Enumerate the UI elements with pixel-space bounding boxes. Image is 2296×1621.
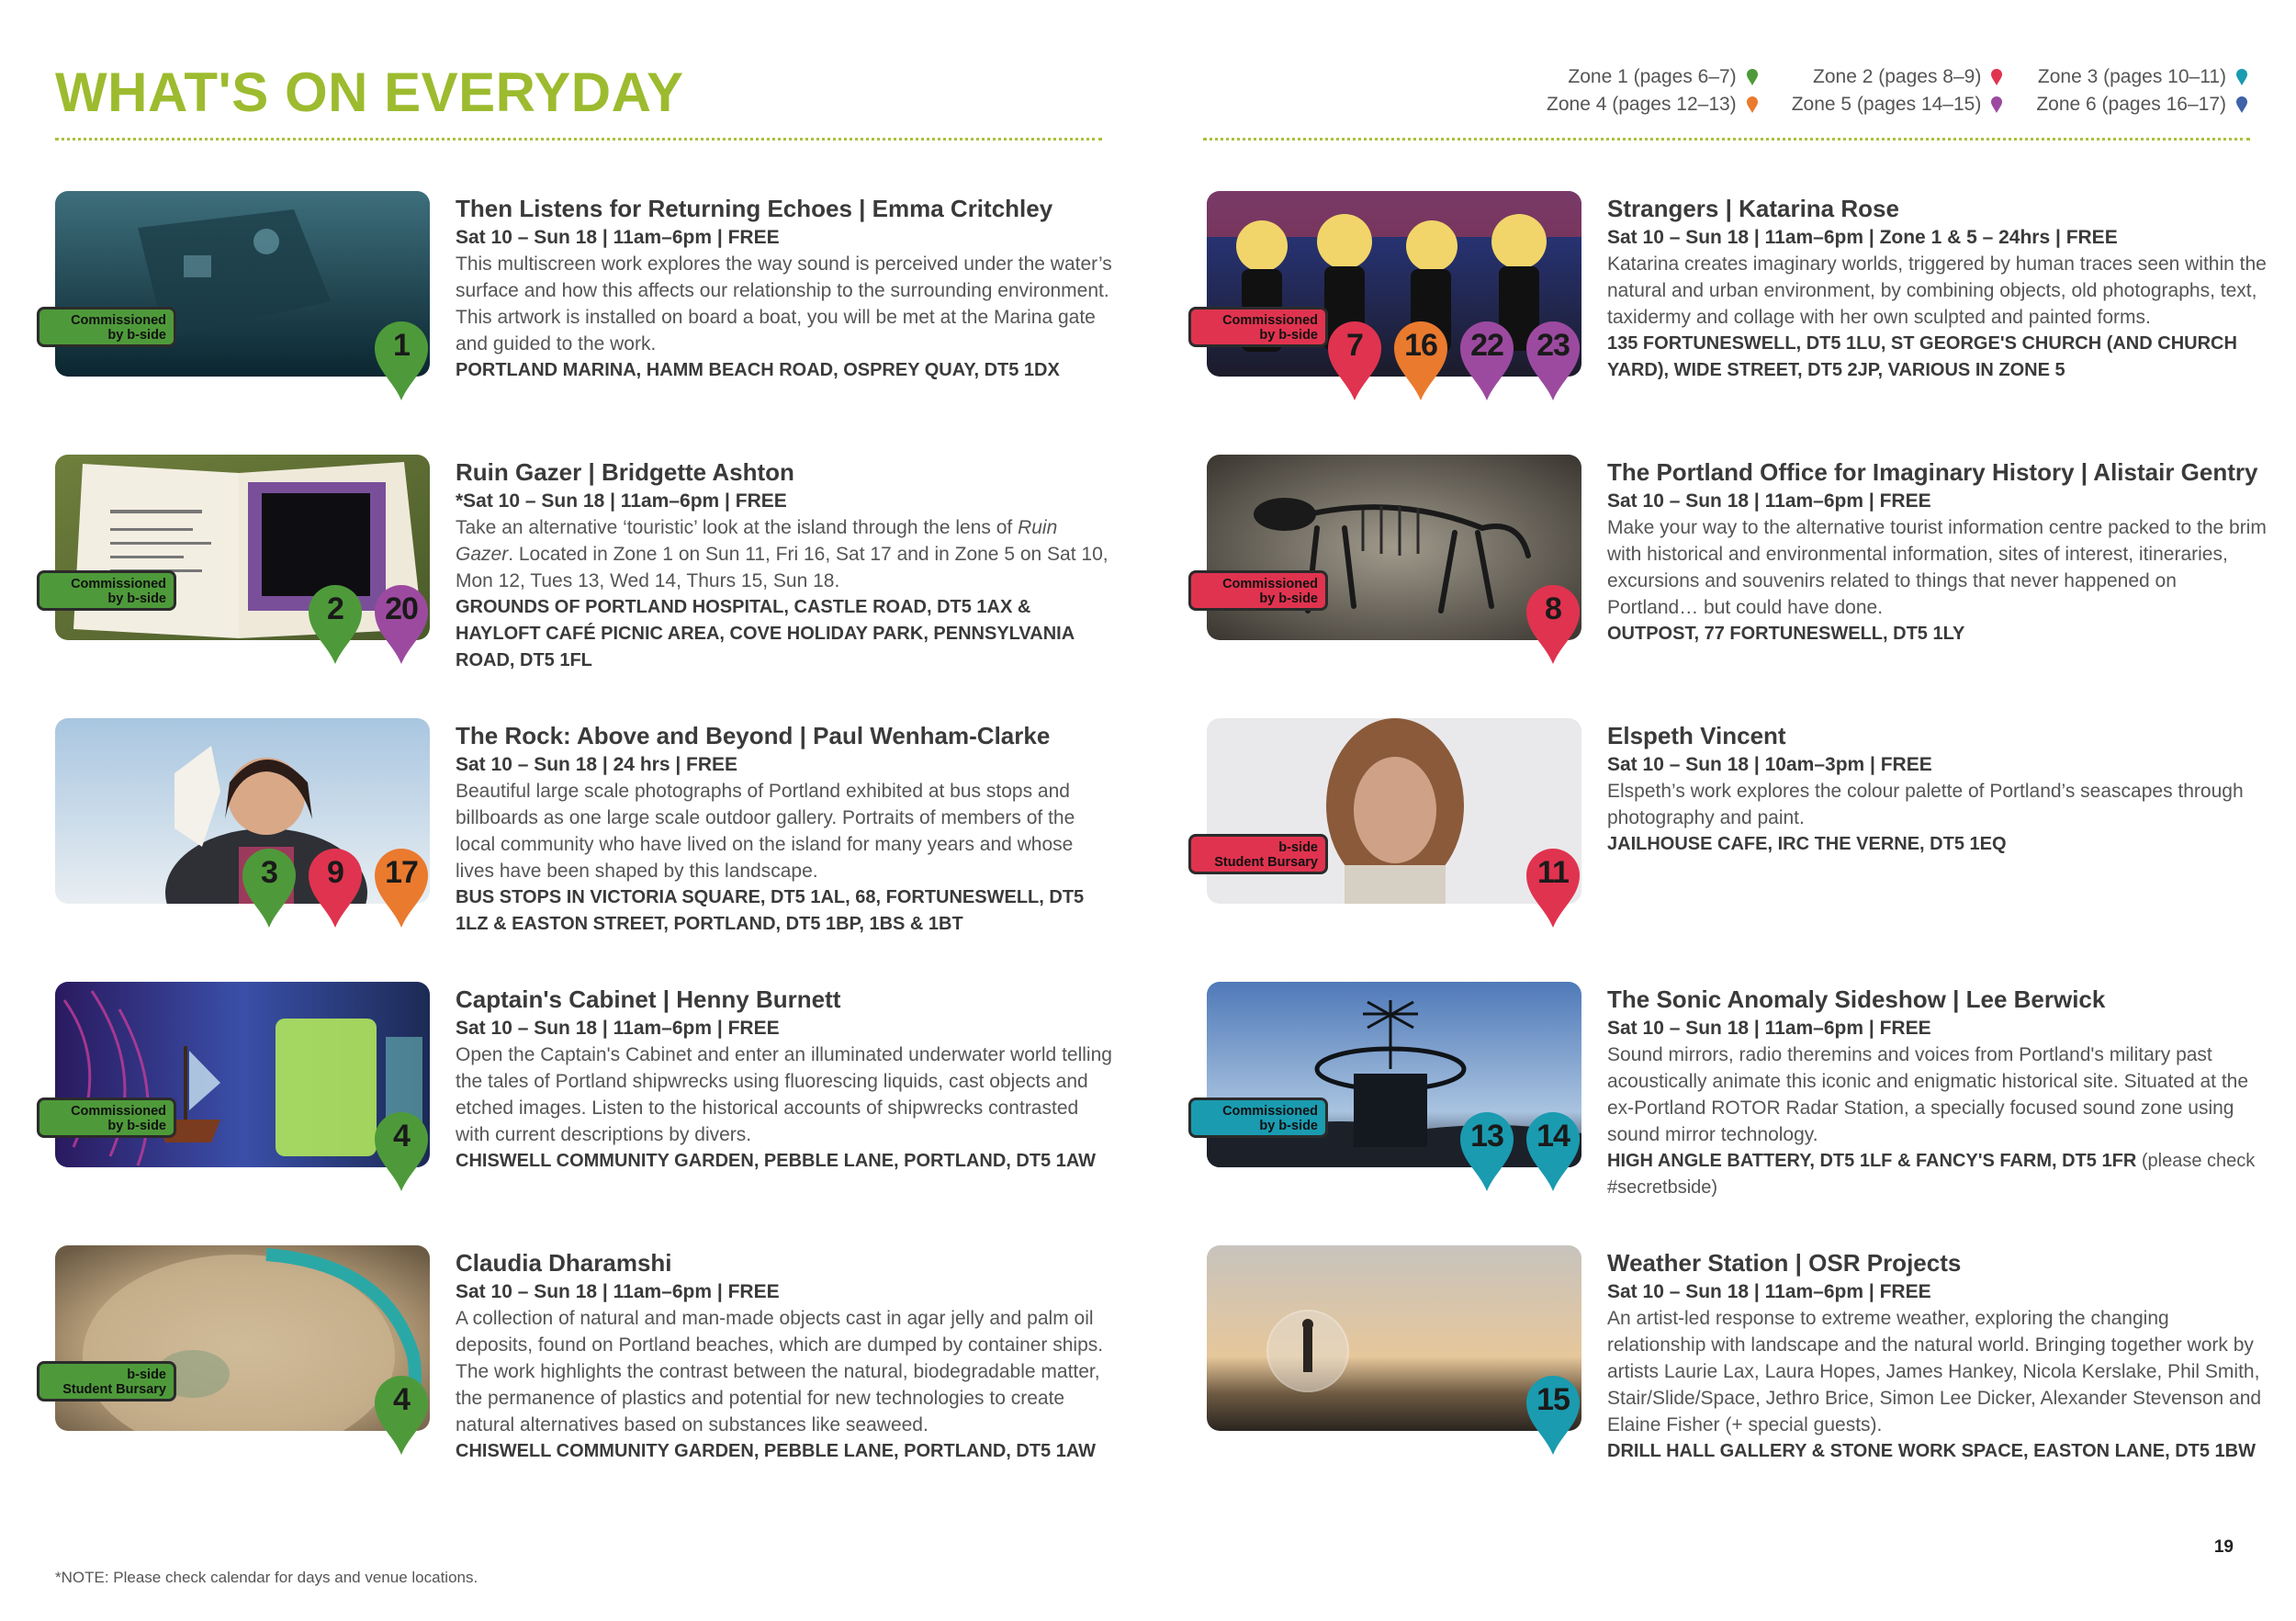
zone-legend-item: Zone 2 (pages 8–9) [1792, 64, 2004, 90]
map-pin-marker: 11 [1525, 847, 1581, 929]
event-time: Sat 10 – Sun 18 | 11am–6pm | FREE [456, 1281, 780, 1302]
event-location: OUTPOST, 77 FORTUNESWELL, DT5 1LY [1607, 624, 1965, 644]
map-pin-icon [2235, 68, 2248, 86]
event-time: Sat 10 – Sun 18 | 10am–3pm | FREE [1607, 754, 1932, 775]
event-location: DRILL HALL GALLERY & STONE WORK SPACE, EASTON LANE, DT5 1BW [1607, 1441, 2256, 1461]
event-location: GROUNDS OF PORTLAND HOSPITAL, CASTLE ROAD, DT5 1AX & HAYLOFT CAFÉ PICNIC AREA, COVE HOLIDAY PARK, PENNSYLVANIA ROAD, DT5 1FL [456, 597, 1075, 670]
event-time: Sat 10 – Sun 18 | 11am–6pm | FREE [456, 227, 780, 248]
map-pin-marker: 7 [1326, 320, 1383, 402]
map-pin-icon [1990, 68, 2003, 86]
event-description: A collection of natural and man-made objects cast in agar jelly and palm oil deposits, found on Portland beaches, which are dumped by container ships. The work highlights the contrast between the natural, biodegradable matter, the permanence of plastics and potential for new technologies to create natural alternatives based on substances like seaweed. [456, 1308, 1104, 1435]
footnote: *NOTE: Please check calendar for days and venue locations. [55, 1569, 478, 1586]
map-pin-marker: 20 [373, 583, 430, 666]
event-description: Make your way to the alternative tourist information centre packed to the brim with historical and environmental information, sites of interest, itineraries, excursions and souvenirs related to things that never happened on Portland… but could have done. [1607, 517, 2267, 618]
event-title: Claudia Dharamshi [456, 1249, 672, 1277]
event-time: Sat 10 – Sun 18 | 11am–6pm | FREE [1607, 1281, 1931, 1302]
map-pin-marker: 9 [307, 847, 364, 929]
zone-legend [1547, 64, 2248, 118]
event-details [1607, 193, 2268, 384]
event-description: Katarina creates imaginary worlds, triggered by human traces seen within the natural and urban environment, by combining objects, old photographs, text, taxidermy and collage with her own sculpted and painted forms. [1607, 253, 2267, 328]
zone-pins [373, 1110, 430, 1193]
event-time: Sat 10 – Sun 18 | 11am–6pm | FREE [456, 1018, 780, 1039]
event-title: The Portland Office for Imaginary History | Alistair Gentry [1607, 458, 2258, 486]
event-description: An artist-led response to extreme weather, exploring the changing relationship with landscape and the natural world. Bringing together work by artists Laurie Lax, Laura Hopes, James Hankey, Nicola Kerslake, Phil Smith, Stair/Slide/Space, Jethro Brice, Simon Lee Dicker, Alexander Stevenson and Elaine Fisher (+ special guests). [1607, 1308, 2262, 1435]
map-pin-marker: 8 [1525, 583, 1581, 666]
map-pin-marker: 13 [1458, 1110, 1515, 1193]
map-pin-icon [1746, 68, 1759, 86]
map-pin-marker: 23 [1525, 320, 1581, 402]
zone-pins [1326, 320, 1581, 402]
zone-pins [1525, 583, 1581, 666]
event-details [1607, 456, 2268, 647]
event-description: This multiscreen work explores the way sound is perceived under the water’s surface and how this affects our relationship to the surrounding environment. This artwork is installed on board a boat, you will be met at the Marina gate and guided to the work. [456, 253, 1112, 355]
event-time: Sat 10 – Sun 18 | 24 hrs | FREE [456, 754, 738, 775]
event-details [1607, 720, 2268, 858]
commissioned-badge: Commissioned by b-side [1188, 307, 1328, 347]
page-title: WHAT'S ON EVERYDAY [55, 62, 684, 123]
map-pin-icon [1746, 96, 1759, 114]
map-pin-marker: 4 [373, 1110, 430, 1193]
event-title: The Sonic Anomaly Sideshow | Lee Berwick [1607, 985, 2106, 1013]
event-details [1607, 984, 2268, 1201]
event-location: BUS STOPS IN VICTORIA SQUARE, DT5 1AL, 68, FORTUNESWELL, DT5 1LZ & EASTON STREET, PORTLAND, DT5 1BP, 1BS & 1BT [456, 887, 1085, 934]
event-details [456, 720, 1117, 938]
event-title: Weather Station | OSR Projects [1607, 1249, 1962, 1277]
map-pin-marker: 17 [373, 847, 430, 929]
event-entry [55, 982, 1111, 1202]
event-location: 135 FORTUNESWELL, DT5 1LU, ST GEORGE'S CHURCH (AND CHURCH YARD), WIDE STREET, DT5 2JP, VARIOUS IN ZONE 5 [1607, 333, 2237, 380]
student-bursary-badge: b-side Student Bursary [37, 1361, 176, 1401]
event-location: JAILHOUSE CAFE, IRC THE VERNE, DT5 1EQ [1607, 834, 2007, 854]
event-entry [1207, 191, 2267, 411]
event-description: Open the Captain's Cabinet and enter an illuminated underwater world telling the tales of Portland shipwrecks using fluorescing liquids, cast objects and etched images. Listen to the historical accounts of shipwrecks contrasted with current descriptions by divers. [456, 1044, 1112, 1145]
event-time: *Sat 10 – Sun 18 | 11am–6pm | FREE [456, 490, 787, 512]
map-pin-marker: 3 [241, 847, 298, 929]
event-title: Strangers | Katarina Rose [1607, 195, 1899, 222]
map-pin-marker: 1 [373, 320, 430, 402]
event-entry [1207, 982, 2263, 1202]
zone-pins [373, 320, 430, 402]
event-entry [1207, 455, 2267, 675]
map-pin-marker: 22 [1458, 320, 1515, 402]
event-time: Sat 10 – Sun 18 | 11am–6pm | FREE [1607, 1018, 1931, 1039]
map-pin-marker: 2 [307, 583, 364, 666]
event-location: PORTLAND MARINA, HAMM BEACH ROAD, OSPREY QUAY, DT5 1DX [456, 360, 1060, 380]
event-description: Beautiful large scale photographs of Portland exhibited at bus stops and billboards as one large scale outdoor gallery. Portraits of members of the local community who have lived on the island for many years and whose lives have been shaped by this landscape. [456, 781, 1075, 882]
event-title: Ruin Gazer | Bridgette Ashton [456, 458, 794, 486]
student-bursary-badge: b-side Student Bursary [1188, 834, 1328, 874]
event-title: Elspeth Vincent [1607, 722, 1786, 749]
divider-left [55, 138, 1102, 141]
event-details [1607, 1247, 2268, 1465]
commissioned-badge: Commissioned by b-side [37, 570, 176, 611]
event-details [456, 193, 1117, 384]
event-title: Captain's Cabinet | Henny Burnett [456, 985, 841, 1013]
commissioned-badge: Commissioned by b-side [1188, 1098, 1328, 1138]
map-pin-marker: 14 [1525, 1110, 1581, 1193]
event-entry [55, 455, 1111, 675]
zone-pins [241, 847, 430, 929]
commissioned-badge: Commissioned by b-side [37, 307, 176, 347]
event-entry [55, 1245, 1111, 1466]
commissioned-badge: Commissioned by b-side [1188, 570, 1328, 611]
zone-legend-item: Zone 1 (pages 6–7) [1547, 64, 1759, 90]
map-pin-marker: 4 [373, 1374, 430, 1457]
event-title: Then Listens for Returning Echoes | Emma Critchley [456, 195, 1053, 222]
zone-pins [1525, 1374, 1581, 1457]
zone-pins [1458, 1110, 1581, 1193]
event-entry [55, 718, 1111, 939]
event-location: HIGH ANGLE BATTERY, DT5 1LF & FANCY'S FARM, DT5 1FR (please check #secretbside) [1607, 1151, 2256, 1198]
map-pin-icon [2235, 96, 2248, 114]
zone-pins [373, 1374, 430, 1457]
event-details [456, 984, 1117, 1175]
event-entry [1207, 1245, 2263, 1466]
divider-right [1203, 138, 2250, 141]
map-pin-marker: 16 [1392, 320, 1449, 402]
commissioned-badge: Commissioned by b-side [37, 1098, 176, 1138]
zone-legend-item: Zone 6 (pages 16–17) [2036, 92, 2248, 118]
zone-legend-item: Zone 5 (pages 14–15) [1792, 92, 2004, 118]
map-pin-icon [1990, 96, 2003, 114]
event-location: CHISWELL COMMUNITY GARDEN, PEBBLE LANE, PORTLAND, DT5 1AW [456, 1151, 1097, 1171]
zone-legend-item: Zone 4 (pages 12–13) [1547, 92, 1759, 118]
event-description: Take an alternative ‘touristic’ look at the island through the lens of Ruin Gazer. Located in Zone 1 on Sun 11, Fri 16, Sat 17 and in Zone 5 on Sat 10, Mon 12, Tues 13, Wed 14, Thurs 15, Sun 18. [456, 517, 1109, 591]
map-pin-marker: 15 [1525, 1374, 1581, 1457]
event-description: Elspeth’s work explores the colour palette of Portland’s seascapes through photography and paint. [1607, 781, 2244, 828]
zone-legend-item: Zone 3 (pages 10–11) [2036, 64, 2248, 90]
event-entry [1207, 718, 2263, 939]
page-number: 19 [2213, 1537, 2234, 1557]
event-details [456, 1247, 1117, 1465]
event-description: Sound mirrors, radio theremins and voices from Portland's military past acoustically animate this iconic and enigmatic historical site. Situated at the ex-Portland ROTOR Radar Station, a specially focused sound zone using sound mirror technology. [1607, 1044, 2249, 1145]
event-details [456, 456, 1117, 674]
event-title: The Rock: Above and Beyond | Paul Wenham-Clarke [456, 722, 1051, 749]
zone-pins [1525, 847, 1581, 929]
event-entry [55, 191, 1111, 411]
event-time: Sat 10 – Sun 18 | 11am–6pm | FREE [1607, 490, 1931, 512]
event-time: Sat 10 – Sun 18 | 11am–6pm | Zone 1 & 5 – 24hrs | FREE [1607, 227, 2118, 248]
zone-pins [307, 583, 430, 666]
event-location: CHISWELL COMMUNITY GARDEN, PEBBLE LANE, PORTLAND, DT5 1AW [456, 1441, 1097, 1461]
